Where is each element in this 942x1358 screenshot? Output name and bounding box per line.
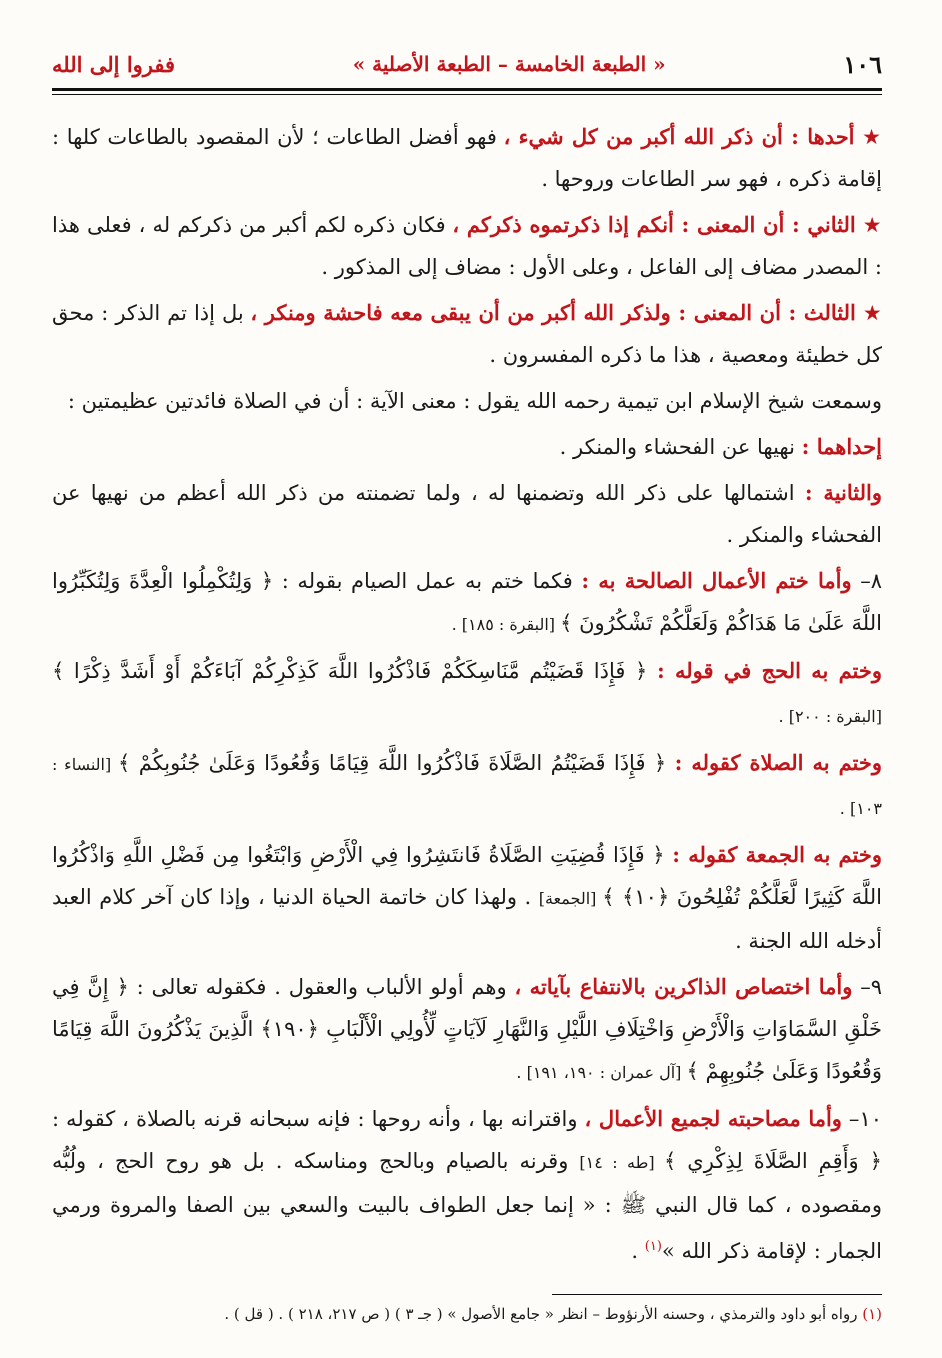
paragraph-text: . ولهذا كان خاتمة الحياة الدنيا ، وإذا كان آخر كلام العبد أدخله الله الجنة .: [52, 885, 882, 953]
paragraph-text: وسمعت شيخ الإسلام ابن تيمية رحمه الله يقول : معنى الآية : أن في الصلاة فائدتين عظيمتين :: [67, 389, 882, 413]
paragraph-text: فكان ذكره لكم أكبر من ذكركم له ، فعلى هذا : المصدر مضاف إلى الفاعل ، وعلى الأول : مضاف إلى المذكور .: [52, 213, 882, 279]
quran-verse: واقترانه بها ، وأنه روحها : فإنه سبحانه قرنه بالصلاة ، كقوله : ﴿ وَأَقِمِ الصَّلَاةَ لِذِكْرِي ﴾: [52, 1107, 882, 1173]
paragraph-4: [52, 380, 882, 422]
quran-verse: وهم أولو الألباب والعقول . فكقوله تعالى : ﴿ إِنَّ فِي خَلْقِ السَّمَاوَاتِ وَالْأَرْضِ وَاخْتِلَافِ اللَّيْلِ وَالنَّهَارِ لَآيَاتٍ لِّأُولِي الْأَلْبَابِ ﴿١٩٠﴾ الَّذِينَ يَذْكُرُونَ اللَّهَ قِيَامًا وَقُعُودًا وَعَلَىٰ جُنُوبِهِمْ ﴾: [52, 975, 882, 1083]
point-heading: وأما اختصاص الذاكرين بالانتفاع بآياته ،: [514, 974, 853, 999]
item-number: ١٠–: [841, 1107, 882, 1131]
quran-verse: فكما ختم به عمل الصيام بقوله : ﴿ وَلِتُكْمِلُوا الْعِدَّةَ وَلِتُكَبِّرُوا اللَّهَ عَلَىٰ مَا هَدَاكُمْ وَلَعَلَّكُمْ تَشْكُرُونَ ﴾: [52, 569, 882, 635]
point-heading: والثانية :: [804, 480, 882, 505]
book-title: ففروا إلى الله: [52, 51, 176, 77]
verse-reference: [آل عمران : ١٩٠، ١٩١] .: [516, 1063, 687, 1082]
quran-verse: ﴿ فَإِذَا قَضَيْتُمُ الصَّلَاةَ فَاذْكُرُوا اللَّهَ قِيَامًا وَقُعُودًا وَعَلَىٰ جُنُوبِكُمْ ﴾: [118, 751, 675, 775]
verse-reference: [البقرة : ٢٠٠] .: [778, 707, 882, 726]
point-heading: أحدها : أن ذكر الله أكبر من كل شيء ،: [503, 124, 855, 149]
point-heading: وختم به الحج في قوله :: [656, 658, 883, 683]
point-heading: الثالث : أن المعنى : ولذكر الله أكبر من أن يبقى معه فاحشة ومنكر ،: [250, 300, 856, 325]
paragraph-11: [52, 966, 882, 1094]
item-number: ٨–: [851, 569, 882, 593]
paragraph-5: [52, 426, 882, 468]
star-icon: ★: [862, 213, 882, 237]
page-body: [52, 116, 882, 1276]
point-heading: وختم به الصلاة كقوله :: [674, 750, 883, 775]
paragraph-text: اشتمالها على ذكر الله وتضمنها له ، ولما تضمنته من ذكر الله أعظم من نهيها عن الفحشاء والمنكر .: [52, 481, 882, 547]
page-header: [52, 44, 882, 84]
footnote: [52, 1300, 882, 1328]
paragraph-7: [52, 560, 882, 646]
point-heading: وأما مصاحبته لجميع الأعمال ،: [584, 1106, 842, 1131]
paragraph-9: [52, 742, 882, 830]
star-icon: ★: [862, 125, 882, 149]
footnote-text: رواه أبو داود والترمذي ، وحسنه الأرنؤوط – انظر « جامع الأصول » ( جـ ٣ ) ( ص ٢١٧، ٢١٨ ) . ( قل ) .: [224, 1305, 863, 1323]
paragraph-10: [52, 834, 882, 962]
item-number: ٩–: [852, 975, 883, 999]
footnote-rule: [552, 1294, 882, 1295]
paragraph-1: [52, 116, 882, 200]
paragraph-text: فهو أفضل الطاعات ؛ لأن المقصود بالطاعات كلها : إقامة ذكره ، فهو سر الطاعات وروحها .: [52, 125, 882, 191]
edition-title: « الطبعة الخامسة – الطبعة الأصلية »: [352, 52, 666, 76]
paragraph-6: [52, 472, 882, 556]
point-heading: الثاني : أن المعنى : أنكم إذا ذكرتموه ذكركم ،: [452, 212, 856, 237]
paragraph-end: .: [631, 1239, 645, 1263]
quran-verse: ﴿ فَإِذَا قَضَيْتُم مَّنَاسِكَكُمْ فَاذْكُرُوا اللَّهَ كَذِكْرِكُمْ آبَاءَكُمْ أَوْ أَشَدَّ ذِكْرًا ﴾: [52, 659, 657, 683]
verse-reference: [البقرة : ١٨٥] .: [451, 615, 561, 634]
paragraph-text: وقرنه بالصيام وبالحج ومناسكه . بل هو روح الحج ، ولُبُّه ومقصوده ، كما قال النبي ﷺ : « إنما جعل الطواف بالبيت والسعي بين الصفا والمروة ورمي الجمار : لإقامة ذكر الله »: [52, 1149, 882, 1263]
page-number: ١٠٦: [843, 49, 882, 79]
paragraph-text: نهيها عن الفحشاء والمنكر .: [559, 435, 802, 459]
quran-verse: ﴿ فَإِذَا قُضِيَتِ الصَّلَاةُ فَانتَشِرُوا فِي الْأَرْضِ وَابْتَغُوا مِن فَضْلِ اللَّهِ وَاذْكُرُوا اللَّهَ كَثِيرًا لَّعَلَّكُمْ تُفْلِحُونَ ﴿١٠﴾ ﴾: [52, 843, 883, 909]
star-icon: ★: [862, 301, 882, 325]
paragraph-3: [52, 292, 882, 376]
paragraph-text: بل إذا تم الذكر : محق كل خطيئة ومعصية ، هذا ما ذكره المفسرون .: [52, 301, 882, 367]
point-heading: وختم به الجمعة كقوله :: [672, 842, 882, 867]
point-heading: وأما ختم الأعمال الصالحة به :: [581, 568, 852, 593]
header-rule-thin: [52, 94, 882, 95]
footnote-number: (١): [862, 1305, 882, 1323]
verse-reference: [النساء : ١٠٣] .: [52, 755, 882, 818]
point-heading: إحداهما :: [801, 434, 882, 459]
verse-reference: [الجمعة]: [538, 889, 603, 908]
paragraph-12: [52, 1098, 882, 1272]
paragraph-2: [52, 204, 882, 288]
verse-reference: [طه : ١٤]: [579, 1153, 664, 1172]
header-rule-thick: [52, 88, 882, 91]
footnote-marker[interactable]: (١): [644, 1239, 662, 1254]
paragraph-8: [52, 650, 882, 738]
